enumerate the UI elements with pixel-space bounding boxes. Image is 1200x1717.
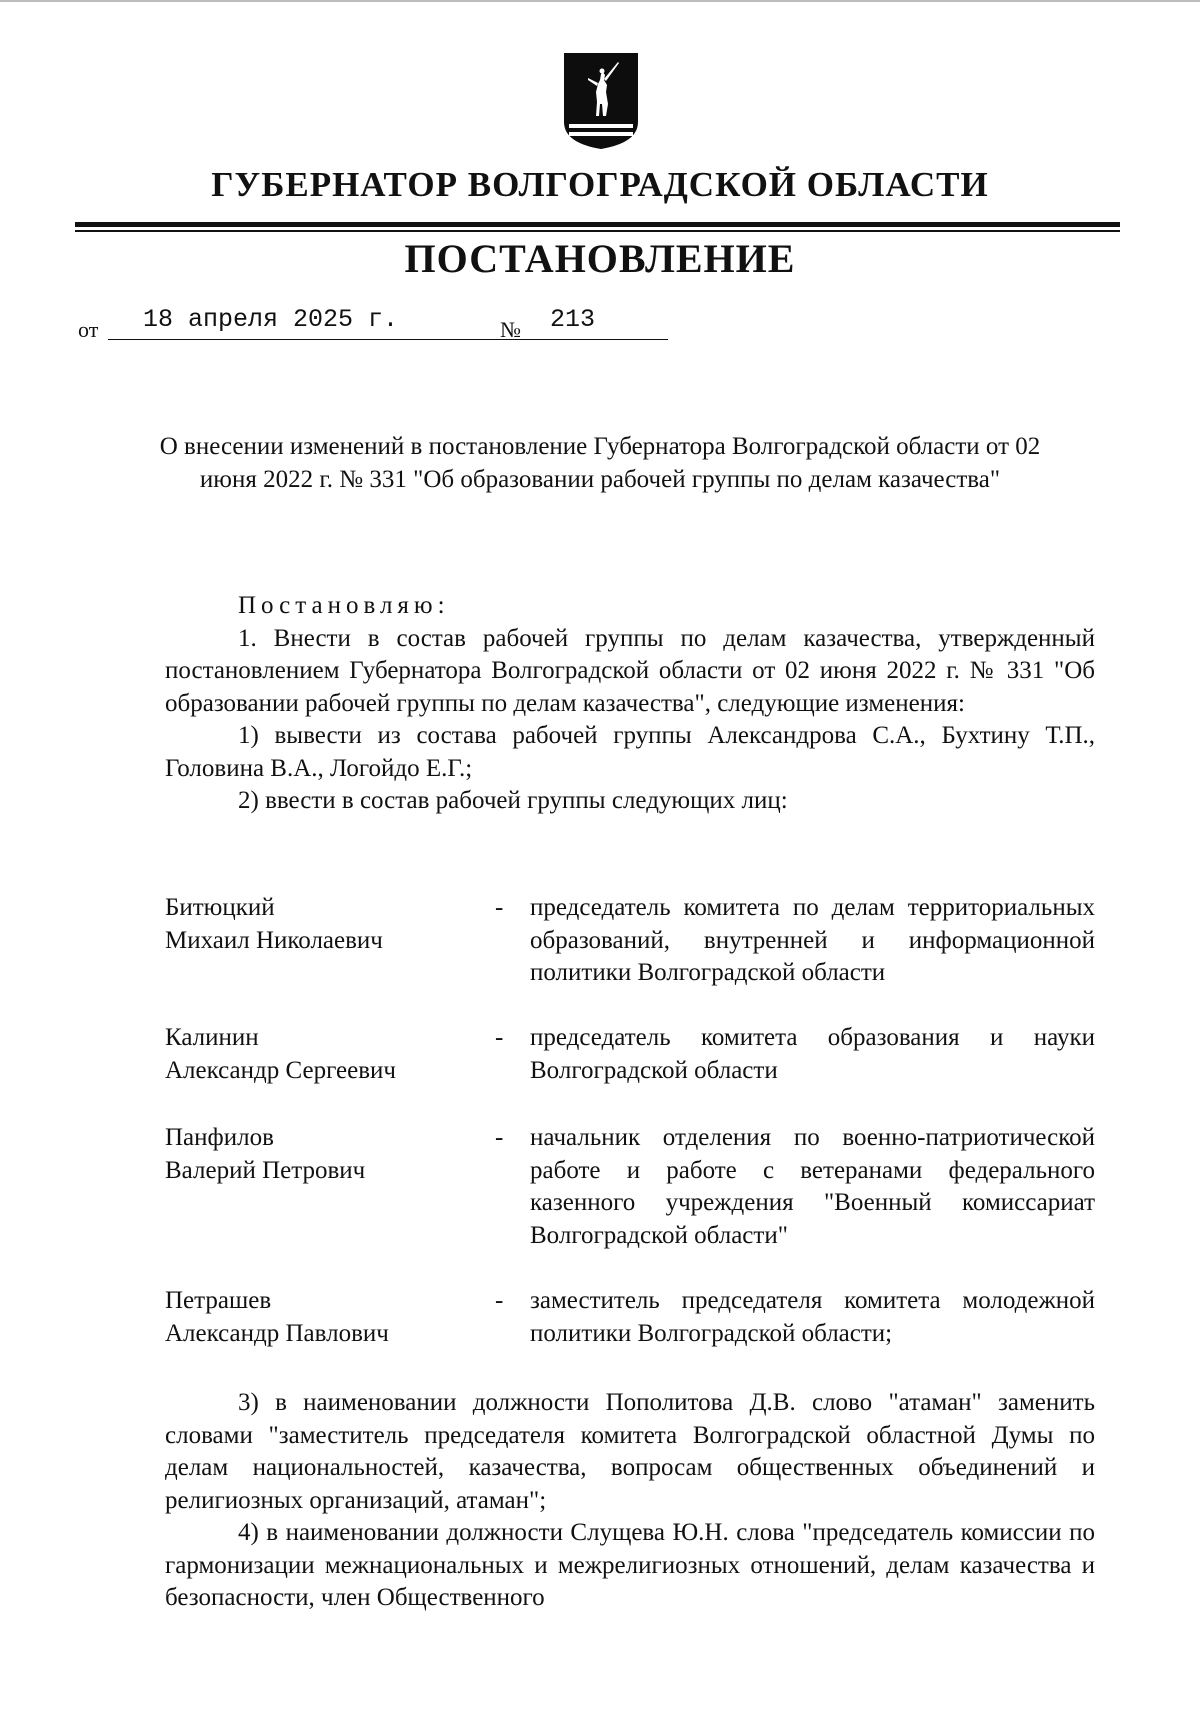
number-underline (528, 339, 668, 340)
paragraph-item-1-2: 2) ввести в состав рабочей группы следующих лиц: (238, 787, 788, 814)
scan-top-edge (0, 0, 1200, 2)
member-role: председатель комитета образования и науки Волгоградской области (530, 1024, 1095, 1084)
issuer-title: ГУБЕРНАТОР ВОЛГОГРАДСКОЙ ОБЛАСТИ (211, 165, 989, 204)
member-role: заместитель председателя комитета молодежной политики Волгоградской области; (530, 1287, 1095, 1347)
member-dash: - (495, 1287, 504, 1314)
date-prefix: от (78, 317, 99, 342)
member-dash: - (495, 894, 504, 921)
document-subject: О внесении изменений в постановление Губернатора Волгоградской области от 02 июня 2022 г. № 331 "Об образовании рабочей группы по делам казачества" (159, 433, 1041, 493)
member-given-name: Александр Павлович (165, 1319, 389, 1347)
member-given-name: Александр Сергеевич (165, 1056, 396, 1084)
date-underline (108, 339, 566, 340)
header-rule-thin (75, 230, 1120, 232)
document-number: 213 (550, 305, 596, 334)
number-prefix: № (500, 317, 521, 342)
paragraph-item-1-1: 1) вывести из состава рабочей группы Александрова С.А., Бухтину Т.П., Головина В.А., Логойдо Е.Г.; (165, 722, 1095, 782)
member-surname: Панфилов (165, 1124, 274, 1151)
member-surname: Калинин (165, 1024, 259, 1051)
member-dash: - (495, 1124, 504, 1151)
paragraph-item-1-3: 3) в наименовании должности Пополитова Д.В. слово "атаман" заменить словами "заместитель председателя комитета Волгоградской областной Думы по делам национальностей, казачества, вопросам общественных объединений и религиозных организаций, атаман"; (165, 1389, 1095, 1514)
coat-of-arms-icon (563, 52, 639, 150)
member-given-name: Валерий Петрович (165, 1156, 366, 1184)
member-name (165, 892, 485, 957)
document-date: 18 апреля 2025 г. (143, 305, 399, 334)
date-number-line (78, 305, 698, 345)
member-dash: - (495, 1024, 504, 1051)
document-body (165, 590, 1095, 818)
member-surname: Битюцкий (165, 894, 275, 921)
member-name (165, 1285, 485, 1350)
member-surname: Петрашев (165, 1287, 272, 1314)
member-name (165, 1022, 485, 1087)
resolve-line: Постановляю: (238, 592, 450, 619)
member-role: председатель комитета по делам территориальных образований, внутренней и информационной политики Волгоградской области (530, 894, 1095, 986)
member-name (165, 1122, 485, 1187)
paragraph-item-1-4: 4) в наименовании должности Слущева Ю.Н. слова "председатель комиссии по гармонизации межнациональных и межрелигиозных отношений, делам казачества и безопасности, член Общественного (165, 1519, 1095, 1611)
document-type-title: ПОСТАНОВЛЕНИЕ (404, 236, 796, 281)
member-role: начальник отделения по военно-патриотической работе и работе с ветеранами федерального казенного учреждения "Военный комиссариат Волгоградской области" (530, 1124, 1095, 1249)
document-body-continued (165, 1387, 1095, 1615)
paragraph-item-1: 1. Внести в состав рабочей группы по делам казачества, утвержденный постановлением Губернатора Волгоградской области от 02 июня 2022 г. № 331 "Об образовании рабочей группы по делам казачества", следующие изменения: (165, 624, 1095, 717)
header-rule-thick (75, 222, 1120, 227)
member-given-name: Михаил Николаевич (165, 926, 383, 954)
